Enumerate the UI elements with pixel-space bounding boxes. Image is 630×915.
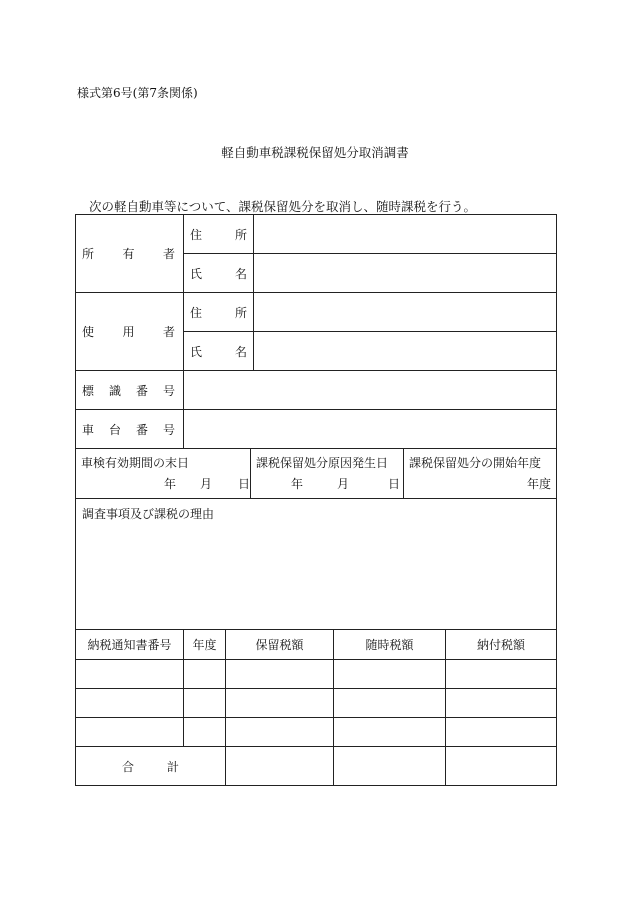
user-label: 使 用 者	[76, 293, 184, 371]
form-number: 様式第6号(第7条関係)	[77, 86, 198, 100]
header-notice-number: 納税通知書番号	[76, 630, 184, 660]
paid-tax-field[interactable]	[446, 718, 557, 747]
dates-reason-table	[75, 448, 557, 630]
intro-text: 次の軽自動車等について、課税保留処分を取消し、随時課税を行う。	[89, 199, 477, 214]
reserved-tax-field[interactable]	[226, 689, 334, 718]
header-fiscal-year: 年度	[184, 630, 226, 660]
table-row	[76, 660, 557, 689]
notice-number-field[interactable]	[76, 689, 184, 718]
user-address-field[interactable]	[254, 293, 557, 332]
document-title: 軽自動車税課税保留処分取消調書	[221, 145, 409, 160]
tax-amount-table	[75, 629, 557, 786]
reserved-tax-field[interactable]	[226, 660, 334, 689]
reason-field[interactable]	[76, 499, 557, 630]
notice-number-field[interactable]	[76, 660, 184, 689]
occasional-tax-field[interactable]	[334, 718, 446, 747]
notice-number-field[interactable]	[76, 718, 184, 747]
fiscal-year-field[interactable]	[184, 718, 226, 747]
vehicle-info-table	[75, 214, 557, 449]
occasional-tax-field[interactable]	[334, 660, 446, 689]
total-paid-tax-field[interactable]	[446, 747, 557, 786]
header-paid-tax: 納付税額	[446, 630, 557, 660]
total-row	[76, 747, 557, 786]
start-year-field[interactable]: 課税保留処分の開始年度 年度	[404, 449, 557, 499]
owner-address-label: 住 所	[184, 215, 254, 254]
plate-number-field[interactable]	[184, 371, 557, 410]
user-address-label: 住 所	[184, 293, 254, 332]
owner-label: 所 有 者	[76, 215, 184, 293]
cause-date-field[interactable]: 課税保留処分原因発生日 年 月 日	[251, 449, 404, 499]
paid-tax-field[interactable]	[446, 689, 557, 718]
chassis-number-label: 車 台 番 号	[76, 410, 184, 449]
paid-tax-field[interactable]	[446, 660, 557, 689]
fiscal-year-field[interactable]	[184, 689, 226, 718]
table-row	[76, 718, 557, 747]
reserved-tax-field[interactable]	[226, 718, 334, 747]
reason-label: 調査事項及び課税の理由	[82, 507, 215, 521]
total-reserved-tax-field[interactable]	[226, 747, 334, 786]
chassis-number-field[interactable]	[184, 410, 557, 449]
total-label: 合 計	[76, 747, 226, 786]
fiscal-year-field[interactable]	[184, 660, 226, 689]
total-occasional-tax-field[interactable]	[334, 747, 446, 786]
owner-name-label: 氏 名	[184, 254, 254, 293]
table-row	[76, 689, 557, 718]
inspection-end-date-field[interactable]: 車検有効期間の末日 年 月 日	[76, 449, 251, 499]
owner-name-field[interactable]	[254, 254, 557, 293]
user-name-field[interactable]	[254, 332, 557, 371]
plate-number-label: 標 識 番 号	[76, 371, 184, 410]
header-occasional-tax: 随時税額	[334, 630, 446, 660]
user-name-label: 氏 名	[184, 332, 254, 371]
header-reserved-tax: 保留税額	[226, 630, 334, 660]
owner-address-field[interactable]	[254, 215, 557, 254]
occasional-tax-field[interactable]	[334, 689, 446, 718]
